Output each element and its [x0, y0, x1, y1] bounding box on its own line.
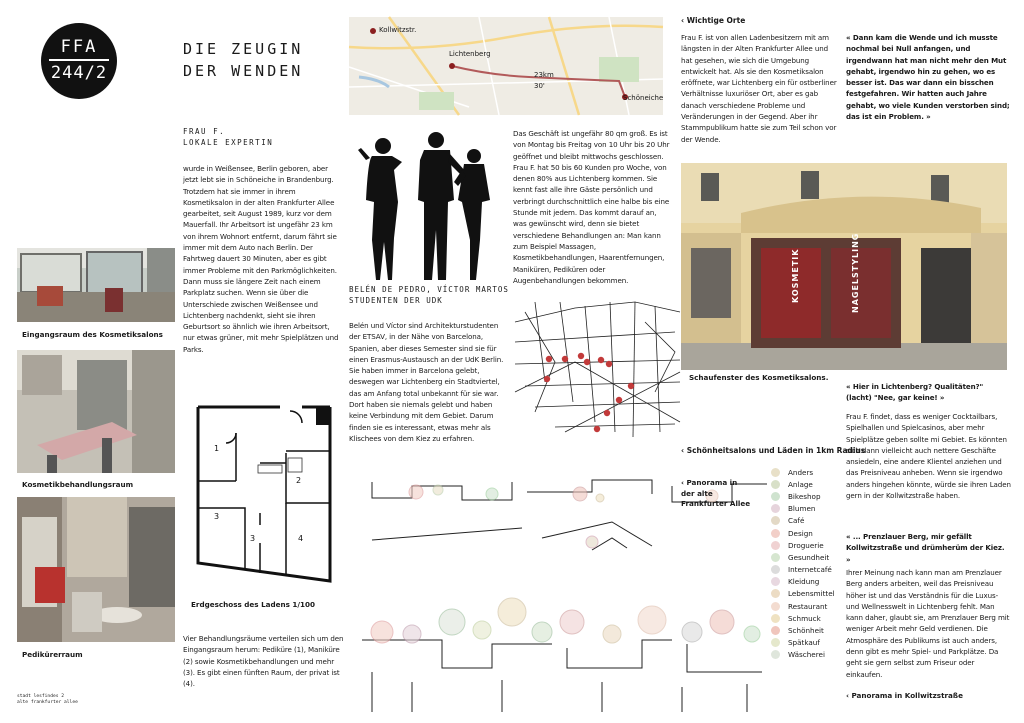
pedicure-photo-art	[17, 497, 175, 642]
treatment-photo	[17, 350, 175, 473]
legend-swatch	[771, 626, 780, 635]
sign-nagelstyling: NAGELSTYLING	[851, 232, 860, 313]
badge-line-2: 244/2	[50, 62, 108, 83]
legend-swatch	[771, 529, 780, 538]
pedicure-photo	[17, 497, 175, 642]
legend-item	[771, 600, 835, 612]
legend-item	[771, 612, 835, 624]
legend-swatch	[771, 638, 780, 647]
legend-swatch	[771, 553, 780, 562]
silhouettes-illustration	[358, 130, 498, 280]
entrance-photo-art	[17, 248, 175, 322]
legend-item	[771, 466, 835, 478]
shop-text: Das Geschäft ist ungefähr 80 qm groß. Es ist von Montag bis Freitag von 10 Uhr bis 20 Uhr geöffnet und bleibt mittwochs geschlossen. Frau F. hat 50 bis 60 Kunden pro Woche, von denen 80% aus Lichtenberg kommen. Sie kennt fast alle ihre Gäste persönlich und verbringt durchschnittlich eine halbe bis eine Stunde mit jedem. Das kommt darauf an, was gewünscht wird, denn sie bietet verschiedene Behandlungen an: Man kann zum Beispiel Massagen, Kosmetikbehandlungen, Haarentfernungen, Maniküren, Pediküren oder Augenbehandlungen bekommen.	[513, 129, 670, 285]
pedicure-caption: Pedikürerraum	[22, 650, 83, 659]
floorplan-text: Vier Behandlungsräume verteilen sich um den Eingangsraum herum: Pediküre (1), Maniküre (2) sowie Kosmetikbehandlungen und mehr (3). Es gibt einen fünften Raum, der privat ist (4).	[183, 634, 344, 689]
students-role: STUDENTEN DER UDK	[349, 296, 443, 305]
floorplan-caption: Erdgeschoss des Ladens 1/100	[191, 600, 316, 609]
legend-item	[771, 503, 835, 515]
legend-swatch	[771, 602, 780, 611]
panorama-1-label: ‹ Panorama in der alte Frankfurter Allee	[681, 478, 751, 508]
panorama-2-label: ‹ Panorama in Kollwitzstraße	[846, 691, 963, 700]
legend-swatch	[771, 565, 780, 574]
shopfront-photo-art	[681, 163, 1007, 370]
legend-item	[771, 637, 835, 649]
page-title	[183, 38, 303, 82]
legend-swatch	[771, 614, 780, 623]
legend-item	[771, 624, 835, 636]
room-3-label: 3	[214, 512, 220, 521]
treatment-photo-art	[17, 350, 175, 473]
legend-item	[771, 649, 835, 661]
badge-divider	[49, 59, 109, 61]
map-label-lichtenberg: Lichtenberg	[449, 50, 491, 58]
footer	[17, 694, 78, 706]
legend-item	[771, 490, 835, 502]
legend-label: Droguerie	[788, 540, 824, 550]
legend-swatch	[771, 577, 780, 586]
badge-line-1: FFA	[60, 37, 98, 57]
legend-swatch	[771, 504, 780, 513]
salons-heading: ‹ Schönheitsalons und Läden in 1km Radius	[681, 446, 866, 455]
room-2-label: 2	[296, 476, 302, 485]
map-label-schoeneiche: Schöneiche	[623, 94, 664, 102]
frau-role: LOKALE EXPERTIN	[183, 138, 274, 147]
map-label-time: 30'	[534, 82, 545, 90]
category-legend	[771, 466, 835, 661]
legend-label: Spätkauf	[788, 638, 820, 648]
legend-item	[771, 551, 835, 563]
students-text: Belén und Víctor sind Architekturstudenten der ETSAV, in der Nähe von Barcelona, Spanien, aber dieses Semester sind sie für einen Erasmus-Austausch an der UdK Berlin. Sie haben immer in Barcelona gelebt, deswegen war Lichtenberg ein Stadtviertel, das am Anfang total unbekannt für sie war. Dort haben sie niemals gelebt und haben keine Verbindung mit dem Gebiet. Darum finden sie es interessant, etwas mehr als Klischees von dem Kiez zu erfahren.	[349, 321, 504, 443]
legend-label: Schmuck	[788, 613, 821, 623]
legend-swatch	[771, 650, 780, 659]
legend-label: Blumen	[788, 504, 816, 514]
title-line-1: DIE ZEUGIN	[183, 40, 304, 58]
legend-swatch	[771, 589, 780, 598]
legend-label: Bikeshop	[788, 491, 821, 501]
shopfront-photo	[681, 163, 1007, 370]
para-2: Frau F. findet, dass es weniger Cocktailbars, Spielhallen und Spielcasinos, aber mehr Spielplätze geben sollte mi Gebiet. Es könnten sich dann vielleicht auch nettere Geschäfte ansiedeln, eine andere Klientel anziehen und das Preisniveau anheben. Wenn sie irgendwo anders hingehen könnte, würde sie ihren Laden gern in der Kollwitzstraße haben.	[846, 412, 1011, 501]
legend-item	[771, 527, 835, 539]
legend-swatch	[771, 541, 780, 550]
title-line-2: DER WENDEN	[183, 62, 304, 80]
map-label-kollwitz: Kollwitzstr.	[379, 26, 417, 34]
sign-kosmetik: KOSMETIK	[791, 248, 800, 303]
map-label-distance: 23km	[534, 71, 554, 79]
room-1-label: 1	[214, 444, 220, 453]
frau-name: FRAU F.	[183, 127, 226, 136]
legend-label: Wäscherei	[788, 650, 825, 660]
legend-label: Anders	[788, 467, 814, 477]
footer-line-1: stadt lesfindes 2	[17, 694, 65, 699]
legend-label: Anlage	[788, 479, 813, 489]
frau-bio: wurde in Weißensee, Berlin geboren, aber jetzt lebt sie in Schöneiche in Brandenburg. Trotzdem hat sie immer in ihrem Kosmetiksalon in der alten Frankfurter Allee gearbeitet, seit August 1989, kurz vor dem Mauerfall. Ihr Arbeitsort ist ungefähr 23 km von ihrem Wohnort entfernt, darum fährt sie immer mit dem Auto nach Berlin. Der Fahrtweg dauert 30 Minuten, aber es gibt immer Probleme mit den Parkmöglichkeiten. Dann muss sie längere Zeit nach einem Parkplatz suchen. Wenn sie über die Unterschiede zwischen Weißensee und Lichtenberg nachdenkt, sieht sie ihren Geburtsort so ähnlich wie ihren Arbeitsort, nur etwas grüner, mit mehr Spielplätzen und Parks.	[183, 164, 339, 354]
legend-item	[771, 576, 835, 588]
legend-label: Café	[788, 516, 805, 526]
places-heading: ‹ Wichtige Orte	[681, 16, 746, 25]
legend-item	[771, 539, 835, 551]
legend-label: Design	[788, 528, 813, 538]
legend-label: Restaurant	[788, 601, 828, 611]
students-names: BELÉN DE PEDRO, VÍCTOR MARTOS	[349, 285, 509, 294]
ffa-badge	[41, 23, 117, 99]
para-3: Ihrer Meinung nach kann man am Prenzlauer Berg anders arbeiten, weil das Preisniveau höher ist und das Verständnis für die Luxus- und Wellnesswelt in Lichtenberg fehlt. Man kann daher, glaubt sie, am Prenzlauer Berg mit weniger Arbeit mehr Geld verdienen. Die Atmosphäre des Publikums ist auch anders, denn gibt es mehr Spiel- und Parkplätze. Da geht sie gern selbst zum Friseur oder einkaufen.	[846, 568, 1010, 679]
legend-item	[771, 478, 835, 490]
legend-item	[771, 588, 835, 600]
legend-swatch	[771, 468, 780, 477]
legend-label: Gesundheit	[788, 552, 830, 562]
route-map	[349, 17, 663, 115]
shopfront-caption: Schaufenster des Kosmetiksalons.	[689, 373, 829, 382]
footer-line-2: alte frankfurter allee	[17, 700, 78, 705]
quote-2: « Hier in Lichtenberg? Qualitäten?" (lacht) "Nee, gar keine! »	[846, 382, 984, 403]
quote-1: « Dann kam die Wende und ich musste nochmal bei Null anfangen, und irgendwann hat man nicht mehr den Mut gehabt, irgendwo hin zu gehen, wo es besser ist. Das war dann ein bisschen festgefahren. Wir hatten auch Jahre gehabt, wo viele Kunden verstorben sind; das ist ein Problem. »	[846, 33, 1010, 122]
street-grid-map	[515, 302, 680, 437]
legend-label: Lebensmittel	[788, 589, 835, 599]
floor-plan	[190, 403, 335, 585]
legend-item	[771, 515, 835, 527]
legend-swatch	[771, 516, 780, 525]
legend-label: Kleidung	[788, 577, 820, 587]
quote-3: « ... Prenzlauer Berg, mir gefällt Kollwitzstraße und drümherüm der Kiez. »	[846, 532, 1005, 564]
legend-swatch	[771, 480, 780, 489]
entrance-photo	[17, 248, 175, 322]
room-3b-label: 3	[250, 534, 256, 543]
legend-item	[771, 564, 835, 576]
room-4-label: 4	[298, 534, 304, 543]
legend-label: Schönheit	[788, 626, 824, 636]
legend-swatch	[771, 492, 780, 501]
treatment-caption: Kosmetikbehandlungsraum	[22, 480, 134, 489]
entrance-caption: Eingangsraum des Kosmetiksalons	[22, 330, 163, 339]
legend-label: Internetcafé	[788, 565, 832, 575]
places-text: Frau F. ist von allen Ladenbesitzern mit am längsten in der Alten Frankfurter Allee und hat gesehen, wie sich die Umgebung entwickelt hat. Als sie den Kosmetiksalon eröffnete, war Lichtenberg ein für ostberliner Verhältnisse luxuriöser Ort, aber es gab danach verschiedene Probleme und Veränderungen in der Gegend. Aber ihr Stammpublikum hatte sie zum Teil schon vor der Wende.	[681, 33, 837, 144]
